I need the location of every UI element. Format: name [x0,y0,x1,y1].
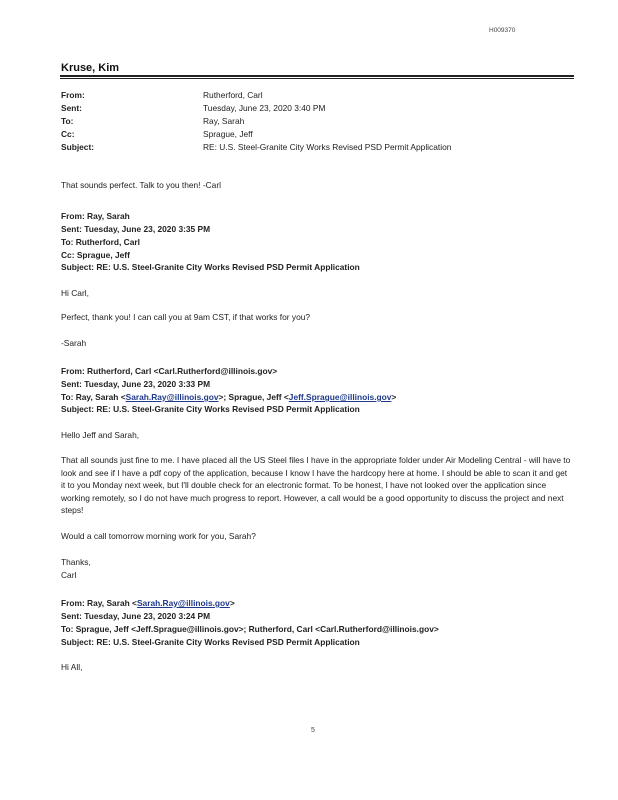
header-rule-thin [60,78,574,79]
quoted3-from [61,598,235,608]
quoted1-from: From: Ray, Sarah [61,211,130,221]
quoted2-from: From: Rutherford, Carl <Carl.Rutherford@illinois.gov> [61,366,278,376]
quoted3-to: To: Sprague, Jeff <Jeff.Sprague@illinois.gov>; Rutherford, Carl <Carl.Rutherford@illinois.gov> [61,624,439,634]
quoted1-subject: Subject: RE: U.S. Steel-Granite City Works Revised PSD Permit Application [61,262,360,272]
subject-label: Subject: [61,142,95,152]
cc-label: Cc: [61,129,75,139]
quoted3-from-prefix: From: Ray, Sarah < [61,598,137,608]
quoted2-name: Carl [61,570,77,580]
to-label: To: [61,116,74,126]
quoted3-from-suffix: > [229,598,235,608]
header-rule-thick [60,75,574,77]
quoted2-subject: Subject: RE: U.S. Steel-Granite City Works Revised PSD Permit Application [61,404,360,414]
quoted2-thanks: Thanks, [61,557,91,567]
from-label: From: [61,90,85,100]
page-number: 5 [311,727,315,734]
sarah-email-link-2[interactable]: Sarah.Ray@illinois.gov [136,598,230,608]
subject-value: RE: U.S. Steel-Granite City Works Revised PSD Permit Application [203,142,452,152]
quoted1-to: To: Rutherford, Carl [61,237,140,247]
quoted1-text: Perfect, thank you! I can call you at 9am CST, if that works for you? [61,312,311,322]
to-value: Ray, Sarah [203,116,245,126]
quoted1-cc: Cc: Sprague, Jeff [61,250,130,260]
quoted3-greeting: Hi All, [61,662,83,672]
sent-label: Sent: [61,103,82,113]
quoted2-sent: Sent: Tuesday, June 23, 2020 3:33 PM [61,379,211,389]
quoted2-greeting: Hello Jeff and Sarah, [61,430,140,440]
quoted2-to-mid: >; Sprague, Jeff < [218,392,289,402]
quoted2-paragraph: That all sounds just fine to me. I have placed all the US Steel files I have in the appropriate folder under Air Modeling Central - will have to look and see if I have a pdf copy of the application, because I know I have the hardcopy here at home. I should be able to scan it and get it to you Monday next week, but I'll double check for an electronic format. To be honest, I have not looked over the application since working remotely, so I do not have much progress to report. However, a call would be a good opportunity to discuss the project and next steps! [61,455,571,516]
quoted1-sent: Sent: Tuesday, June 23, 2020 3:35 PM [61,224,211,234]
mailbox-owner: Kruse, Kim [61,62,120,74]
reply-line: That sounds perfect. Talk to you then! -Carl [61,180,221,190]
sent-value: Tuesday, June 23, 2020 3:40 PM [203,103,326,113]
bates-number: H009370 [489,27,516,34]
quoted2-to-suffix: > [391,392,397,402]
sarah-email-link[interactable]: Sarah.Ray@illinois.gov [125,392,219,402]
quoted2-to-prefix: To: Ray, Sarah < [61,392,126,402]
quoted2-to [61,392,396,402]
from-value: Rutherford, Carl [203,90,263,100]
cc-value: Sprague, Jeff [203,129,253,139]
quoted1-signoff: -Sarah [61,338,87,348]
quoted3-sent: Sent: Tuesday, June 23, 2020 3:24 PM [61,611,211,621]
jeff-email-link[interactable]: Jeff.Sprague@illinois.gov [288,392,392,402]
quoted1-greeting: Hi Carl, [61,288,89,298]
quoted3-subject: Subject: RE: U.S. Steel-Granite City Works Revised PSD Permit Application [61,637,360,647]
quoted2-question: Would a call tomorrow morning work for you, Sarah? [61,531,256,541]
